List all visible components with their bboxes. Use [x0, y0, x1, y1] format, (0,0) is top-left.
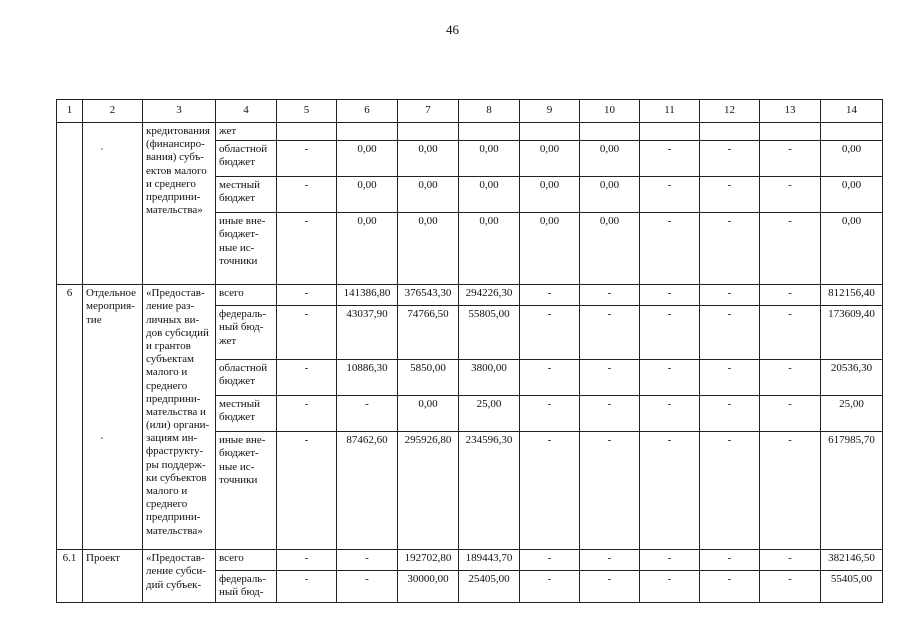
value-cell: - — [700, 177, 760, 213]
value-cell: - — [700, 432, 760, 550]
value-cell: - — [700, 571, 760, 602]
value-cell: - — [700, 360, 760, 396]
row-description-cell: «Предостав-ление раз-личных ви-дов субсидий и грантов субъектам малого и среднего предприни-мательства и (или) органи-зациям ин-фраструкту-ры поддерж-ки субъектов малого и среднего предприни-мательства» — [143, 285, 216, 550]
value-cell: - — [700, 213, 760, 285]
value-cell: - — [640, 285, 700, 306]
value-cell: 25405,00 — [459, 571, 520, 602]
value-cell: - — [520, 550, 580, 571]
value-cell: 0,00 — [337, 213, 398, 285]
value-cell: - — [760, 432, 821, 550]
value-cell — [277, 123, 337, 141]
value-cell: - — [640, 306, 700, 360]
column-header: 13 — [760, 100, 821, 123]
column-header: 3 — [143, 100, 216, 123]
value-cell: - — [580, 306, 640, 360]
value-cell: - — [580, 571, 640, 602]
value-cell: 74766,50 — [398, 306, 459, 360]
value-cell: - — [760, 141, 821, 177]
row-type-cell: Отдельное мероприя-тие — [83, 285, 143, 550]
row-type-cell — [83, 123, 143, 285]
value-cell: 55805,00 — [459, 306, 520, 360]
row-index-cell: 6 — [57, 285, 83, 550]
column-header: 9 — [520, 100, 580, 123]
value-cell: 20536,30 — [821, 360, 883, 396]
table-row — [57, 123, 883, 141]
value-cell — [398, 123, 459, 141]
row-description-cell: «Предостав-ление субси-дий субъек- — [143, 550, 216, 602]
value-cell: - — [277, 432, 337, 550]
value-cell: - — [520, 306, 580, 360]
value-cell: - — [337, 396, 398, 432]
value-cell: - — [277, 213, 337, 285]
value-cell: 10886,30 — [337, 360, 398, 396]
value-cell: 192702,80 — [398, 550, 459, 571]
value-cell: 0,00 — [520, 141, 580, 177]
value-cell: 0,00 — [580, 213, 640, 285]
value-cell: - — [580, 396, 640, 432]
value-cell — [580, 123, 640, 141]
value-cell: 0,00 — [459, 213, 520, 285]
budget-source-label: жет — [216, 123, 277, 141]
budget-source-label: иные вне-бюджет-ные ис-точники — [216, 432, 277, 550]
value-cell — [821, 123, 883, 141]
table-row — [57, 550, 883, 571]
column-header: 1 — [57, 100, 83, 123]
value-cell: - — [700, 396, 760, 432]
value-cell — [337, 123, 398, 141]
value-cell: - — [337, 550, 398, 571]
value-cell: - — [640, 360, 700, 396]
value-cell: 5850,00 — [398, 360, 459, 396]
value-cell: - — [640, 571, 700, 602]
budget-source-label: федераль-ный бюд- — [216, 571, 277, 602]
value-cell: - — [277, 396, 337, 432]
value-cell: - — [277, 141, 337, 177]
column-header: 7 — [398, 100, 459, 123]
value-cell: - — [640, 396, 700, 432]
value-cell: - — [700, 141, 760, 177]
column-header: 5 — [277, 100, 337, 123]
budget-source-label: федераль-ный бюд-жет — [216, 306, 277, 360]
value-cell: 617985,70 — [821, 432, 883, 550]
value-cell: - — [580, 360, 640, 396]
value-cell: 0,00 — [459, 177, 520, 213]
value-cell: - — [760, 285, 821, 306]
value-cell: 141386,80 — [337, 285, 398, 306]
row-index-cell: 6.1 — [57, 550, 83, 602]
value-cell: 0,00 — [520, 177, 580, 213]
value-cell: - — [580, 432, 640, 550]
value-cell: 0,00 — [398, 213, 459, 285]
value-cell: - — [277, 360, 337, 396]
value-cell: - — [760, 360, 821, 396]
value-cell: 0,00 — [337, 141, 398, 177]
value-cell: - — [580, 550, 640, 571]
value-cell: 0,00 — [398, 141, 459, 177]
value-cell: - — [760, 550, 821, 571]
value-cell — [520, 123, 580, 141]
value-cell: - — [700, 306, 760, 360]
budget-table — [56, 99, 883, 603]
row-description-cell: кредитования (финансиро-вания) субъ-ектов малого и среднего предприни-мательства» — [143, 123, 216, 285]
value-cell — [640, 123, 700, 141]
value-cell: - — [520, 360, 580, 396]
column-header: 11 — [640, 100, 700, 123]
value-cell: - — [760, 177, 821, 213]
value-cell: - — [700, 285, 760, 306]
value-cell: 30000,00 — [398, 571, 459, 602]
value-cell: 189443,70 — [459, 550, 520, 571]
value-cell: 0,00 — [821, 177, 883, 213]
value-cell: 294226,30 — [459, 285, 520, 306]
budget-source-label: областной бюджет — [216, 360, 277, 396]
column-header: 8 — [459, 100, 520, 123]
value-cell: 43037,90 — [337, 306, 398, 360]
value-cell: 295926,80 — [398, 432, 459, 550]
row-type-cell: Проект — [83, 550, 143, 602]
budget-source-label: всего — [216, 285, 277, 306]
value-cell: - — [277, 285, 337, 306]
value-cell: - — [760, 213, 821, 285]
value-cell: 0,00 — [580, 177, 640, 213]
value-cell: 3800,00 — [459, 360, 520, 396]
budget-source-label: областной бюджет — [216, 141, 277, 177]
value-cell: - — [277, 571, 337, 602]
value-cell: - — [520, 571, 580, 602]
column-header: 12 — [700, 100, 760, 123]
value-cell: 55405,00 — [821, 571, 883, 602]
value-cell: 0,00 — [398, 396, 459, 432]
budget-source-label: всего — [216, 550, 277, 571]
value-cell: - — [640, 550, 700, 571]
value-cell: 25,00 — [821, 396, 883, 432]
value-cell: 0,00 — [580, 141, 640, 177]
value-cell: 0,00 — [821, 213, 883, 285]
value-cell: 0,00 — [398, 177, 459, 213]
value-cell: - — [277, 177, 337, 213]
value-cell: 0,00 — [337, 177, 398, 213]
value-cell — [459, 123, 520, 141]
value-cell: - — [700, 550, 760, 571]
column-header: 4 — [216, 100, 277, 123]
value-cell: - — [640, 141, 700, 177]
value-cell: - — [520, 432, 580, 550]
table-body — [57, 123, 883, 603]
value-cell — [700, 123, 760, 141]
column-header: 10 — [580, 100, 640, 123]
value-cell: 0,00 — [821, 141, 883, 177]
value-cell: 234596,30 — [459, 432, 520, 550]
value-cell: 376543,30 — [398, 285, 459, 306]
column-header: 14 — [821, 100, 883, 123]
value-cell: - — [580, 285, 640, 306]
budget-source-label: местный бюджет — [216, 396, 277, 432]
value-cell: - — [520, 285, 580, 306]
value-cell: - — [760, 571, 821, 602]
value-cell: 25,00 — [459, 396, 520, 432]
column-header: 2 — [83, 100, 143, 123]
row-index-cell — [57, 123, 83, 285]
budget-source-label: иные вне-бюджет-ные ис-точники — [216, 213, 277, 285]
page-number: 46 — [446, 22, 459, 37]
value-cell: - — [640, 432, 700, 550]
value-cell: - — [520, 396, 580, 432]
value-cell: - — [640, 177, 700, 213]
value-cell: 0,00 — [459, 141, 520, 177]
table-header-row — [57, 100, 883, 123]
value-cell: 87462,60 — [337, 432, 398, 550]
value-cell: - — [277, 550, 337, 571]
column-header: 6 — [337, 100, 398, 123]
value-cell: - — [760, 306, 821, 360]
value-cell: 0,00 — [520, 213, 580, 285]
value-cell: 382146,50 — [821, 550, 883, 571]
value-cell: - — [640, 213, 700, 285]
value-cell — [760, 123, 821, 141]
value-cell: - — [277, 306, 337, 360]
value-cell: 173609,40 — [821, 306, 883, 360]
value-cell: - — [760, 396, 821, 432]
table-row — [57, 285, 883, 306]
value-cell: 812156,40 — [821, 285, 883, 306]
budget-source-label: местный бюджет — [216, 177, 277, 213]
value-cell: - — [337, 571, 398, 602]
